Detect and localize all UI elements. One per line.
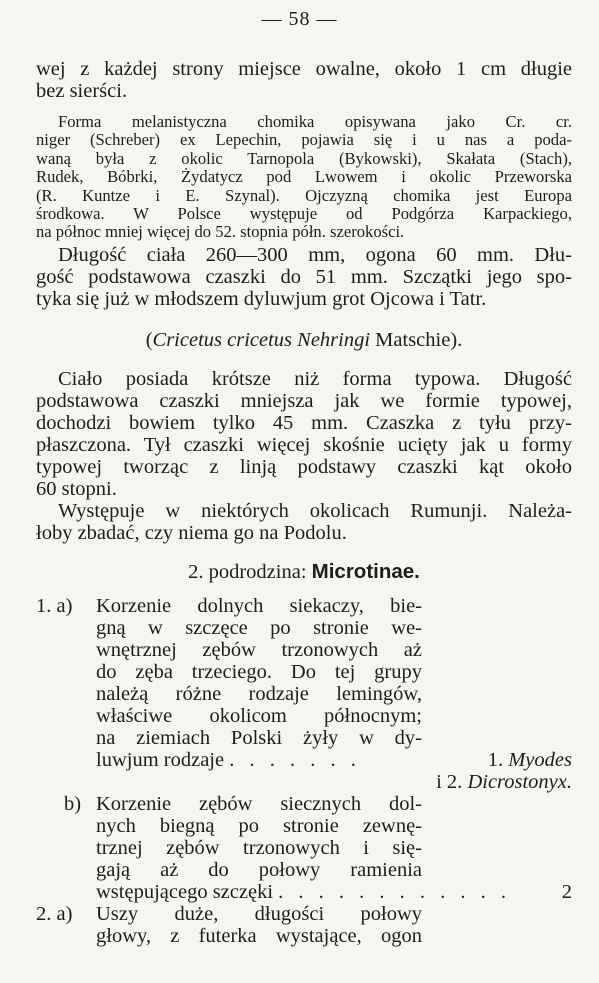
text-line: łoby zbadać, czy niema go na Podolu.	[36, 522, 347, 544]
key-line: trznej zębów trzonowych i się-	[96, 837, 422, 859]
paragraph-dimensions	[36, 244, 572, 310]
genus-name: Dicrostonyx.	[467, 771, 572, 793]
text-line: środkowa. W Polsce występuje od Podgórza Karpackiego,	[36, 204, 572, 224]
key-row	[36, 925, 572, 947]
text-line: 60 stopni.	[36, 478, 117, 500]
key-result-number: 1.	[487, 749, 509, 771]
key-row	[36, 749, 572, 771]
text-line: podstawowa czaszki mniejsza jak we formie typowej,	[36, 390, 572, 412]
genus-name: Myodes	[508, 749, 572, 771]
key-line: właściwe okolicom północnym;	[96, 705, 422, 727]
key-row	[36, 859, 572, 881]
key-row	[36, 837, 572, 859]
key-row	[36, 903, 572, 925]
key-row	[36, 639, 572, 661]
key-row	[36, 793, 572, 815]
key-row	[36, 617, 572, 639]
text-line: niger (Schreber) ex Lepechin, pojawia się i u nas a poda-	[36, 130, 572, 150]
key-line-with-leader	[96, 749, 422, 771]
heading-author: Matschie).	[370, 329, 463, 351]
key-row	[36, 595, 572, 617]
key-line: na ziemiach Polski żyły w dy-	[96, 727, 422, 749]
key-line-with-leader	[96, 881, 566, 903]
page-number: — 58 —	[261, 8, 338, 30]
key-line: gną w szczęce po stronie we-	[96, 617, 422, 639]
key-line: luwjum rodzaje	[96, 749, 225, 771]
text-line: wej z każdej strony miejsce owalne, około 1 cm długie	[36, 58, 572, 80]
key-line: Uszy duże, długości połowy	[96, 903, 422, 925]
key-line: nych biegną po stronie zewnę-	[96, 815, 422, 837]
key-item-label: b)	[64, 793, 82, 815]
text-line: Forma melanistyczna chomika opisywana jako Cr. cr.	[58, 112, 572, 131]
key-line: Korzenie zębów siecznych dol-	[96, 793, 422, 815]
key-row	[36, 661, 572, 683]
text-line: Występuje w niektórych okolicach Rumunji. Należa-	[58, 500, 572, 522]
text-line: bez sierści.	[36, 80, 128, 102]
key-row	[36, 683, 572, 705]
identification-key	[36, 595, 572, 947]
text-line: Ciało posiada krótsze niż forma typowa. Długość	[58, 368, 572, 390]
key-result: 2	[561, 881, 572, 903]
text-line: tyka się już w młodszem dyluwjum grot Ojcowa i Tatr.	[36, 288, 487, 310]
key-row	[36, 727, 572, 749]
leader-dots: . . . . . . . . . . . .	[278, 881, 512, 903]
key-row	[36, 705, 572, 727]
key-item-label: 1. a)	[36, 595, 73, 617]
subspecies-heading	[36, 329, 572, 351]
key-line: wnętrznej zębów trzonowych aż	[96, 639, 422, 661]
text-line: waną była z okolic Tarnopola (Bykowski), Skałata (Stach),	[36, 148, 572, 168]
subfamily-heading	[36, 561, 572, 583]
paragraph-description	[36, 368, 572, 500]
text-line: (R. Kuntze i E. Szynal). Ojczyzną chomika jest Europa	[36, 185, 572, 205]
text-line: typowej tworząc z linją podstawy czaszki kąt około	[36, 456, 572, 478]
key-line: głowy, z futerka wystające, ogon	[96, 925, 422, 947]
key-row	[36, 881, 572, 903]
key-result-number: i 2.	[436, 771, 468, 793]
key-line: Korzenie dolnych siekaczy, bie-	[96, 595, 422, 617]
text-line: dochodzi bowiem tylko 45 mm. Czaszka z tyłu przy-	[36, 412, 572, 434]
key-line: gają aż do połowy ramienia	[96, 859, 422, 881]
leader-dots: . . . . . . .	[229, 749, 361, 771]
heading-open-paren: (	[145, 329, 153, 351]
paragraph-melanistic-form	[36, 113, 572, 242]
key-line: należą różne rodzaje lemingów,	[96, 683, 422, 705]
key-line: wstępującego szczęki	[96, 881, 274, 903]
key-row	[36, 815, 572, 837]
subfamily-name: Microtinae.	[311, 560, 420, 583]
subfamily-prefix: 2. podrodzina:	[188, 561, 312, 583]
key-row	[36, 771, 572, 793]
text-line: płaszczona. Tył czaszki więcej skośnie ucięty jak u formy	[36, 434, 572, 456]
subspecies-name: Cricetus cricetus Nehringi	[152, 329, 371, 351]
paragraph-continuation	[36, 58, 572, 102]
text-line: Długość ciała 260—300 mm, ogona 60 mm. Dłu-	[58, 244, 572, 266]
text-line: na północ mniej więcej do 52. stopnia półn. szerokości.	[36, 222, 405, 242]
key-line: do zęba trzeciego. Do tej grupy	[96, 661, 422, 683]
key-result	[436, 771, 572, 793]
text-line: Rudek, Bóbrki, Żydatycz pod Lwowem i okolic Przeworska	[36, 167, 572, 187]
text-line: gość podstawowa czaszki do 51 mm. Szczątki jego spo-	[36, 266, 572, 288]
key-item-label: 2. a)	[36, 903, 73, 925]
paragraph-distribution	[36, 500, 572, 544]
key-result	[488, 749, 572, 771]
